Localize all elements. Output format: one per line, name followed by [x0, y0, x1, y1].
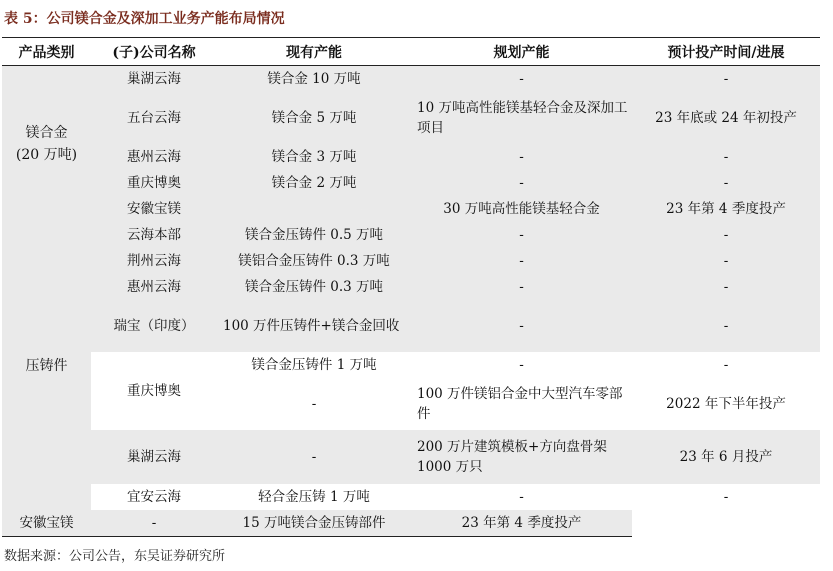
existing-cell	[217, 196, 411, 222]
capacity-table	[2, 37, 820, 537]
company-cell: 巢湖云海	[127, 449, 181, 465]
planned-cell: -	[519, 253, 524, 269]
company-cell: 惠州云海	[127, 149, 181, 165]
existing-cell: 镁合金压铸件 1 万吨	[251, 357, 377, 373]
time-cell: 23 年第 4 季度投产	[411, 510, 632, 537]
table-row	[2, 484, 820, 510]
table-row	[2, 92, 820, 144]
category-die-casting	[2, 222, 91, 510]
existing-cell: 镁合金 2 万吨	[271, 175, 357, 191]
company-cell: 安徽宝镁	[2, 510, 91, 537]
table-row	[2, 352, 820, 378]
time-cell: -	[723, 253, 729, 269]
time-cell: 23 年第 4 季度投产	[666, 201, 786, 217]
table-row	[2, 144, 820, 170]
category-name: 压铸件	[25, 358, 68, 374]
category-magnesium-alloy	[2, 66, 91, 223]
existing-cell: 镁合金压铸件 0.3 万吨	[244, 279, 384, 295]
company-cell: 荆州云海	[127, 253, 181, 269]
company-cell: 五台云海	[91, 92, 217, 144]
time-cell: -	[723, 149, 729, 165]
table-row	[2, 196, 820, 222]
planned-cell: -	[519, 318, 524, 334]
table-title: 表 5：公司镁合金及深加工业务产能布局情况	[4, 11, 285, 27]
category-name: 镁合金	[25, 125, 68, 141]
planned-cell: -	[519, 279, 524, 295]
header-existing: 现有产能	[217, 38, 411, 66]
existing-cell: -	[311, 396, 317, 412]
header-time: 预计投产时间/进展	[632, 38, 820, 66]
data-source-note: 数据来源：公司公告，东吴证券研究所	[4, 549, 226, 564]
planned-cell: -	[519, 227, 524, 243]
time-cell: -	[723, 357, 729, 373]
time-cell: -	[723, 175, 729, 191]
company-cell: 惠州云海	[127, 279, 181, 295]
existing-cell: -	[311, 449, 317, 465]
planned-cell: 200 万片建筑模板+方向盘骨架 1000 万只	[417, 439, 607, 475]
planned-cell: -	[519, 357, 524, 373]
time-cell: 23 年底或 24 年初投产	[632, 92, 820, 144]
time-cell: -	[723, 318, 729, 334]
table-row	[2, 510, 820, 537]
company-cell: 瑞宝（印度）	[113, 318, 195, 334]
table-row	[2, 430, 820, 484]
existing-cell: 镁合金 3 万吨	[271, 149, 357, 165]
table-row	[2, 300, 820, 352]
planned-cell: -	[519, 175, 524, 191]
header-row	[2, 38, 820, 66]
existing-cell: 镁合金 10 万吨	[267, 71, 361, 87]
time-cell: -	[723, 227, 729, 243]
existing-cell: -	[91, 510, 217, 537]
header-company: (子)公司名称	[91, 38, 217, 66]
time-cell: 23 年 6 月投产	[679, 449, 773, 465]
planned-cell: 100 万件镁铝合金中大型汽车零部件	[417, 386, 623, 422]
planned-cell: -	[519, 71, 524, 87]
table-row	[2, 274, 820, 300]
company-cell: 宜安云海	[127, 489, 181, 505]
existing-cell: 镁合金压铸件 0.5 万吨	[244, 227, 384, 243]
existing-cell: 镁合金 5 万吨	[217, 92, 411, 144]
header-category: 产品类别	[2, 38, 91, 66]
company-cell: 巢湖云海	[127, 71, 181, 87]
planned-cell: -	[519, 149, 524, 165]
table-row	[2, 248, 820, 274]
existing-cell: 镁铝合金压铸件 0.3 万吨	[238, 253, 390, 269]
planned-cell: -	[519, 489, 524, 505]
header-planned: 规划产能	[411, 38, 632, 66]
time-cell: -	[723, 71, 729, 87]
time-cell: 2022 年下半年投产	[666, 396, 786, 412]
company-cell: 重庆博奥	[127, 175, 181, 191]
existing-cell: 轻合金压铸 1 万吨	[258, 489, 370, 505]
planned-cell: 15 万吨镁合金压铸部件	[217, 510, 411, 537]
company-cell: 安徽宝镁	[127, 201, 181, 217]
table-row	[2, 66, 820, 93]
planned-cell: 30 万吨高性能镁基轻合金	[443, 201, 600, 217]
time-cell: -	[723, 489, 729, 505]
table-row	[2, 222, 820, 248]
category-sub: (20 万吨)	[15, 147, 78, 163]
existing-cell: 100 万件压铸件+镁合金回收	[223, 318, 400, 334]
company-cell: 云海本部	[127, 227, 181, 243]
company-cell: 重庆博奥	[127, 383, 181, 399]
planned-cell: 10 万吨高性能镁基轻合金及深加工项目	[411, 92, 632, 144]
table-row	[2, 170, 820, 196]
time-cell: -	[723, 279, 729, 295]
